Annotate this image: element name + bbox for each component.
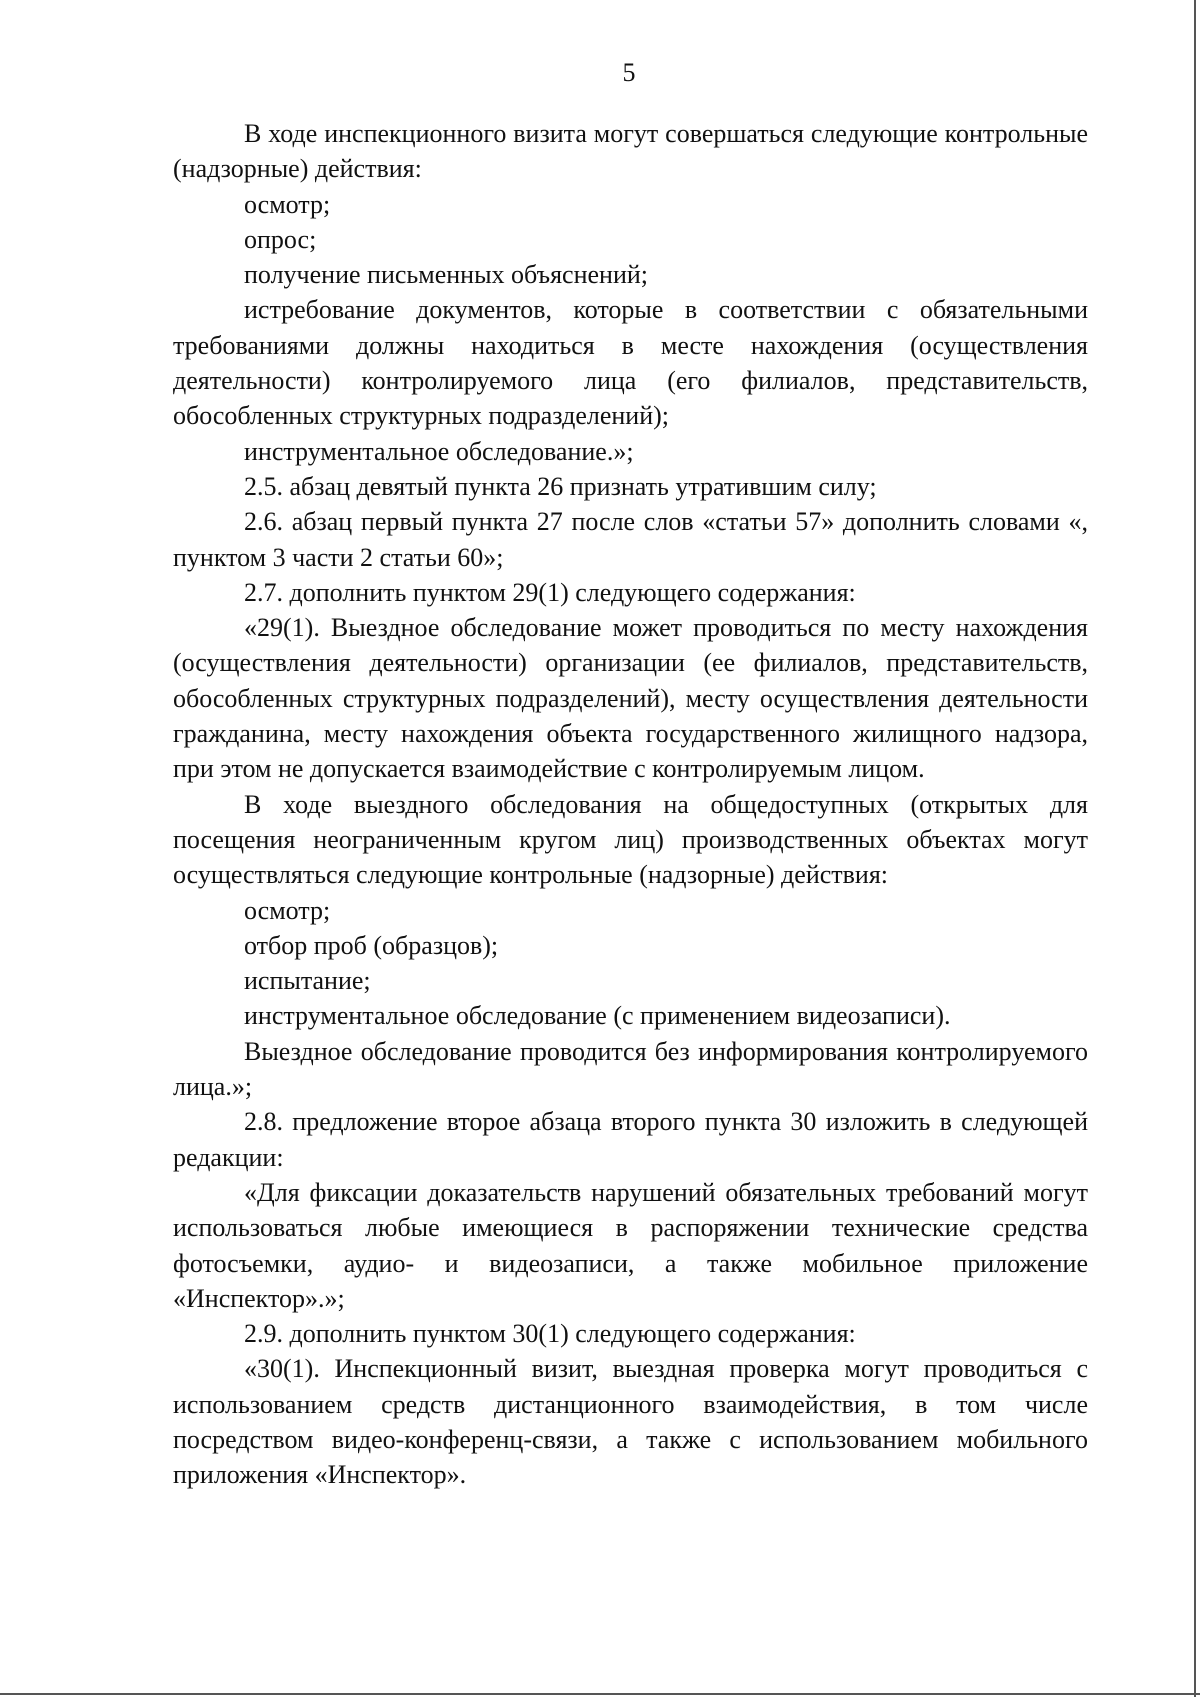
paragraph: испытание; xyxy=(244,966,371,996)
paragraph: инструментальное обследование.»; xyxy=(244,436,634,466)
paragraph: 2.5. абзац девятый пункта 26 признать утратившим силу; xyxy=(244,471,877,501)
paragraph: отбор проб (образцов); xyxy=(244,930,499,960)
paragraph: получение письменных объяснений; xyxy=(244,260,648,290)
paragraph: 2.8. предложение второе абзаца второго пункта 30 изложить в следующей редакции: xyxy=(173,1107,1088,1172)
paragraph: «Для фиксации доказательств нарушений обязательных требований могут использоваться любые имеющиеся в распоряжении технические средства фотосъемки, аудио- и видеозаписи, а также мобильное приложение «Инспектор».»; xyxy=(173,1177,1088,1313)
paragraph: В ходе выездного обследования на общедоступных (открытых для посещения неограниченным кругом лиц) производственных объектах могут осуществляться следующие контрольные (надзорные) действия: xyxy=(173,789,1088,890)
paragraph: Выездное обследование проводится без информирования контролируемого лица.»; xyxy=(173,1036,1088,1102)
paragraph: «30(1). Инспекционный визит, выездная проверка могут проводиться с использованием средств дистанционного взаимодействия, в том числе посредством видео-конференц-связи, а также с использованием мобильного приложения «Инспектор». xyxy=(173,1354,1088,1490)
paragraph: В ходе инспекционного визита могут совершаться следующие контрольные (надзорные) действия: xyxy=(173,119,1088,184)
paragraph: осмотр; xyxy=(244,895,331,925)
page-number: 5 xyxy=(622,58,636,87)
paragraph: 2.6. абзац первый пункта 27 после слов «статьи 57» дополнить словами «, пунктом 3 части 2 статьи 60»; xyxy=(173,507,1088,572)
scan-edge-bottom xyxy=(0,1693,1200,1695)
paragraph: 2.9. дополнить пунктом 30(1) следующего содержания: xyxy=(244,1319,856,1349)
paragraph: истребование документов, которые в соответствии с обязательными требованиями должны находиться в месте нахождения (осуществления деятельности) контролируемого лица (его филиалов, представительств, обособленных структурных подразделений); xyxy=(173,295,1088,431)
paragraph: инструментальное обследование (с применением видеозаписи). xyxy=(244,1001,951,1031)
paragraph: опрос; xyxy=(244,224,317,254)
paragraph: 2.7. дополнить пунктом 29(1) следующего содержания: xyxy=(244,577,856,607)
paragraph: осмотр; xyxy=(244,189,331,219)
paragraph: «29(1). Выездное обследование может проводиться по месту нахождения (осуществления деятельности) организации (ее филиалов, представительств, обособленных структурных подразделений), месту осуществления деятельности гражданина, месту нахождения объекта государственного жилищного надзора, при этом не допускается взаимодействие с контролируемым лицом. xyxy=(173,613,1088,784)
scan-edge-right xyxy=(1194,0,1196,1697)
document-body xyxy=(173,116,1088,1493)
